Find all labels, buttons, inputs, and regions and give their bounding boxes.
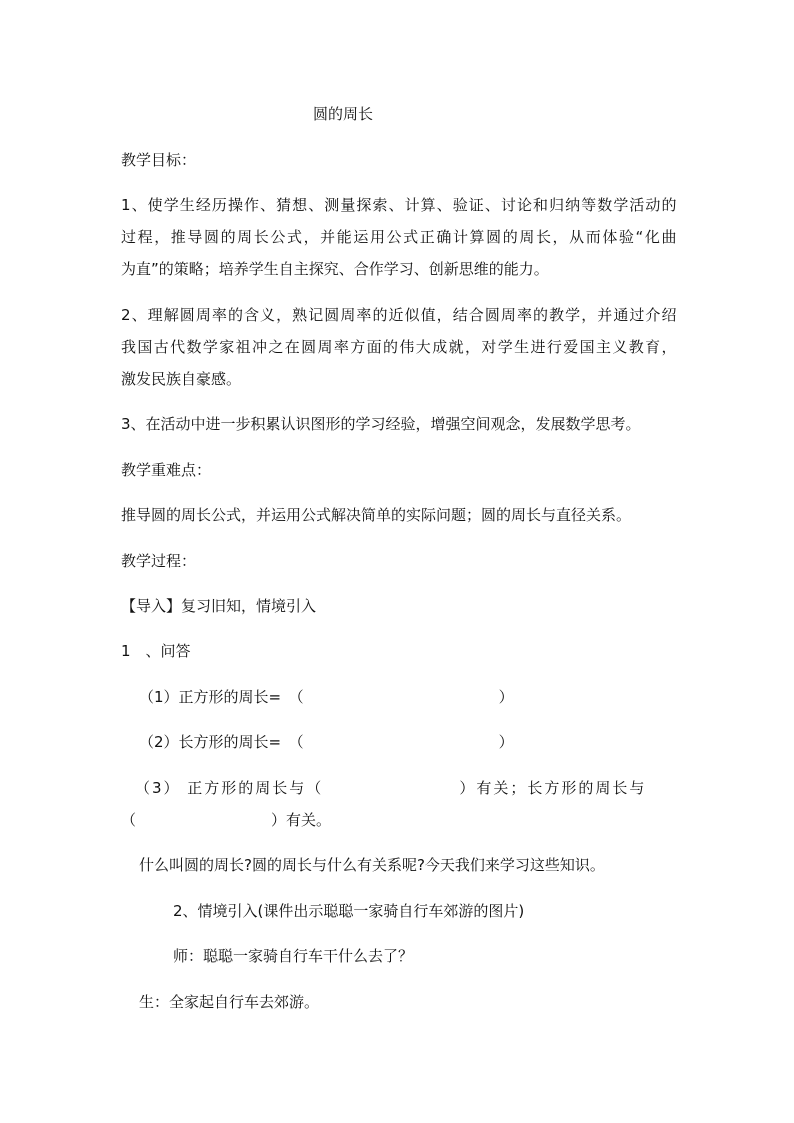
qa-heading: 1 、问答 xyxy=(121,642,191,660)
question-3-line-1: （3） 正方形的周长与（ ）有关；长方形的周长与 xyxy=(135,779,647,797)
page-title: 圆的周长 xyxy=(313,105,374,123)
question-text: 什么叫圆的周长?圆的周长与什么有关系呢?今天我们来学习这些知识。 xyxy=(139,856,605,874)
question-2: （2）长方形的周长= （ ） xyxy=(139,733,514,751)
intro-heading: 【导入】复习旧知，情境引入 xyxy=(121,597,317,615)
objective-2-line-3: 激发民族自豪感。 xyxy=(121,370,242,388)
objective-2-line-1: 2、理解圆周率的含义，熟记圆周率的近似值，结合圆周率的教学，并通过介绍 xyxy=(121,306,677,324)
teacher-line: 师：聪聪一家骑自行车干什么去了？ xyxy=(173,947,414,965)
objective-1-line-3: 为直”的策略；培养学生自主探究、合作学习、创新思维的能力。 xyxy=(121,260,549,278)
objectives-heading: 教学目标： xyxy=(121,151,197,169)
objective-3: 3、在活动中进一步积累认识图形的学习经验，增强空间观念，发展数学思考。 xyxy=(121,415,641,433)
key-points-text: 推导圆的周长公式，并运用公式解决简单的实际问题；圆的周长与直径关系。 xyxy=(121,506,632,524)
objective-1-line-1: 1、使学生经历操作、猜想、测量探索、计算、验证、讨论和归纳等数学活动的 xyxy=(121,196,677,214)
question-3-line-2: （ ）有关。 xyxy=(121,811,332,829)
objective-2-line-2: 我国古代数学家祖冲之在圆周率方面的伟大成就，对学生进行爱国主义教育， xyxy=(121,338,677,356)
question-1: （1）正方形的周长= （ ） xyxy=(139,688,514,706)
scenario-heading: 2、情境引入(课件出示聪聪一家骑自行车郊游的图片) xyxy=(173,902,525,920)
student-line: 生：全家起自行车去郊游。 xyxy=(139,993,320,1011)
objective-1-line-2: 过程，推导圆的周长公式，并能运用公式正确计算圆的周长，从而体验“化曲 xyxy=(121,228,677,246)
process-heading: 教学过程： xyxy=(121,552,197,570)
key-points-heading: 教学重难点： xyxy=(121,461,212,479)
